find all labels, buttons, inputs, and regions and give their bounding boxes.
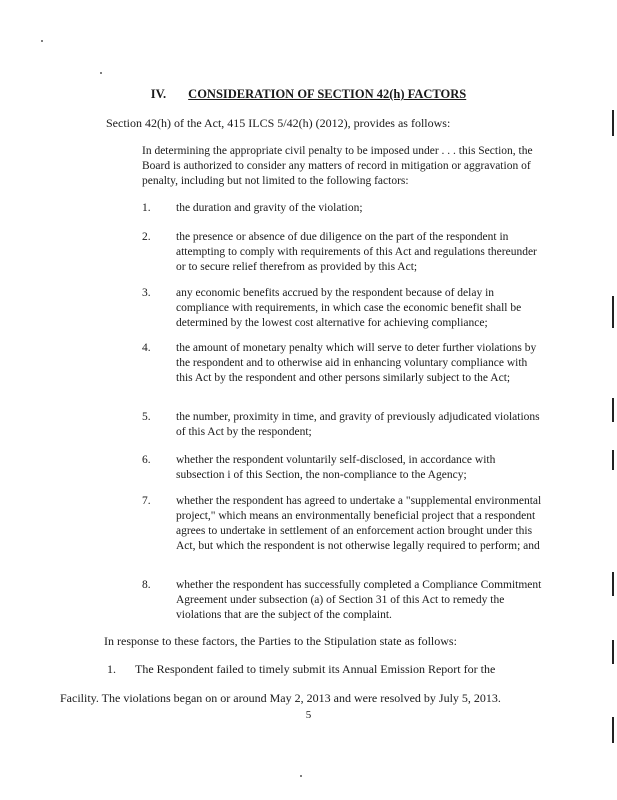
factor-text: whether the respondent has agreed to undertake a "supplemental environmental project," which means an environmentally beneficial project that a respondent agrees to undertake in settlement of an enforcement action brought under this Act, but which the respondent is not otherwise legally required to perform; and <box>176 495 542 552</box>
factor-text: whether the respondent has successfully completed a Compliance Commitment Agreement under subsection (a) of Section 31 of this Act to remedy the violations that are the subject of the complaint. <box>176 579 542 621</box>
factor-number: 2. <box>142 231 151 243</box>
intro-text: Section 42(h) of the Act, 415 ILCS 5/42(h) (2012), provides as follows: <box>106 116 451 130</box>
statute-quote: In determining the appropriate civil penalty to be imposed under . . . this Section, the Board is authorized to consider any matters of record in mitigation or aggravation of penalty, including but not limited to the following factors: <box>142 145 533 187</box>
scan-speck <box>100 72 102 74</box>
section-title: CONSIDERATION OF SECTION 42(h) FACTORS <box>188 87 467 101</box>
paragraph-number: 1. <box>107 662 116 676</box>
factor-text: whether the respondent voluntarily self-disclosed, in accordance with subsection i of this Section, the non-compliance to the Agency; <box>176 454 496 481</box>
page-number: 5 <box>305 709 312 721</box>
section-number: IV. <box>150 87 167 101</box>
margin-change-bar <box>612 640 614 664</box>
scan-speck <box>41 40 43 42</box>
paragraph-1-continuation: Facility. The violations began on or around May 2, 2013 and were resolved by July 5, 2013. <box>60 691 501 705</box>
factor-number: 1. <box>142 202 151 214</box>
scan-speck <box>300 775 302 777</box>
factor-number: 6. <box>142 454 151 466</box>
margin-change-bar <box>612 110 614 136</box>
margin-change-bar <box>612 572 614 596</box>
factor-text: the number, proximity in time, and gravity of previously adjudicated violations of this Act by the respondent; <box>176 411 540 438</box>
factor-number: 4. <box>142 342 151 354</box>
section-heading <box>0 87 617 102</box>
margin-change-bar <box>612 717 614 743</box>
margin-change-bar <box>612 450 614 470</box>
factor-number: 8. <box>142 579 151 591</box>
paragraph-1-text: The Respondent failed to timely submit its Annual Emission Report for the <box>135 662 496 676</box>
factor-text: the duration and gravity of the violation; <box>176 202 363 214</box>
factor-number: 5. <box>142 411 151 423</box>
factor-text: the presence or absence of due diligence on the part of the respondent in attempting to comply with requirements of this Act and regulations thereunder or to secure relief therefrom as provided by this Act; <box>176 231 537 273</box>
response-intro: In response to these factors, the Parties to the Stipulation state as follows: <box>104 634 457 648</box>
factor-text: the amount of monetary penalty which will serve to deter further violations by the respondent and to otherwise aid in enhancing voluntary compliance with this Act by the respondent and other persons similarly subject to the Act; <box>176 342 537 384</box>
factor-text: any economic benefits accrued by the respondent because of delay in compliance with requirements, in which case the economic benefit shall be determined by the lowest cost alternative for achieving compliance; <box>176 287 522 329</box>
factor-number: 3. <box>142 287 151 299</box>
paragraph-1-first-line <box>107 662 495 677</box>
margin-change-bar <box>612 296 614 328</box>
margin-change-bar <box>612 398 614 422</box>
factor-number: 7. <box>142 495 151 507</box>
